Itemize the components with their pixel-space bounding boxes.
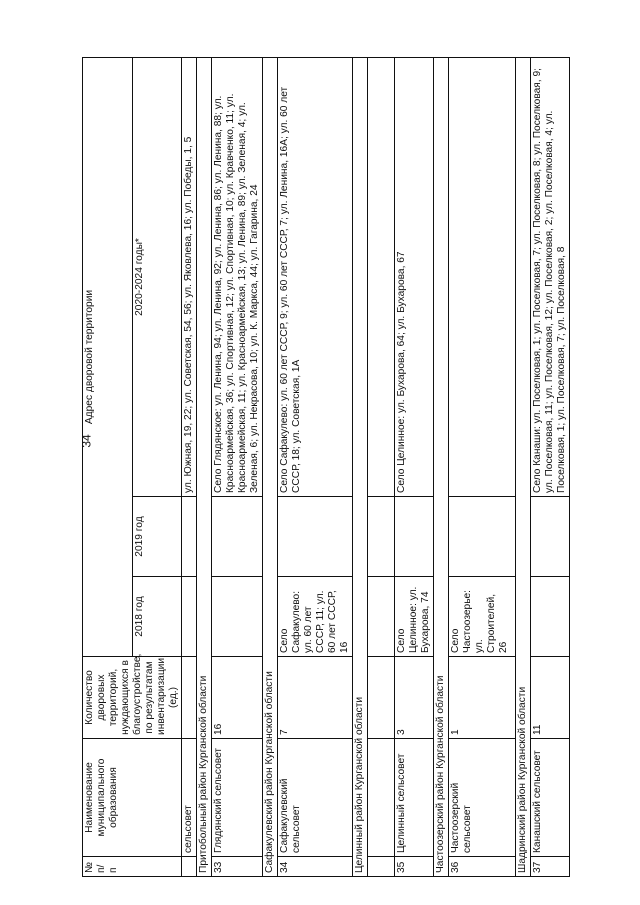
cell-name: сельсовет [182,739,197,857]
cell-2018 [182,577,197,657]
col-header-num: № п/п [83,857,182,877]
cell-2018: Село Целинное: ул. Бухарова, 74 [395,577,434,657]
cell-name: Глядянский сельсовет [212,739,263,857]
cell-num: 34 [278,857,353,877]
cell-count: 7 [278,657,353,739]
cell-num [182,857,197,877]
section-row [516,58,531,877]
table-row [449,58,516,877]
table-row [395,58,434,877]
cell-2019 [212,497,263,577]
cell-num: 36 [449,857,516,877]
cell-num: 37 [531,857,570,877]
section-title: Частоозерский район Курганской области [434,58,449,877]
col-header-address-group: Адрес дворовой территории [83,58,133,657]
col-header-2020: 2020-2024 годы* [132,58,182,497]
cell-count: 16 [212,657,263,739]
cell-2018 [212,577,263,657]
cell-num [368,857,395,877]
cell-count [182,657,197,739]
cell-2020: ул. Южная, 19, 22; ул. Советская, 54, 56; ул. Яковлева, 16; ул. Победы, 1, 5 [182,58,197,497]
section-row [353,58,368,877]
cell-name: Частоозерский сельсовет [449,739,516,857]
cell-2018 [368,577,395,657]
rotated-table-container [79,57,617,877]
cell-2020: Село Сафакулево: ул. 60 лет СССР, 9; ул. 60 лет СССР, 7; ул. Ленина, 16А; ул. 60 лет СССР, 18; ул. Советская, 1А [278,58,353,497]
table-row [278,58,353,877]
addresses-table [79,57,570,877]
cell-2019 [395,497,434,577]
section-row [434,58,449,877]
cell-name: Целинный сельсовет [395,739,434,857]
col-header-2018: 2018 год [132,577,182,657]
cell-count: 11 [531,657,570,739]
table-row [531,58,570,877]
cell-2020 [449,58,516,497]
cell-2020: Село Глядянское: ул. Ленина, 94; ул. Ленина, 92; ул. Ленина, 86; ул. Ленина, 88; ул. Красноармейская, 36; ул. Спортивная, 12; ул. Спортивная, 10; ул. Кравченко, 11; ул. Красноармейская, 11; ул. Красноармейская, 13; ул. Ленина, 89; ул. Зеленая, 4; ул. Зеленая, 6; ул. Некрасова, 10; ул. К. Маркса, 44; ул. Гагарина, 24 [212,58,263,497]
cell-2018: Село Частоозерье: ул. Строителей, 26 [449,577,516,657]
cell-name [368,739,395,857]
section-title: Притобольный район Курганской области [197,58,212,877]
cell-count: 1 [449,657,516,739]
empty-row [368,58,395,877]
cell-name: Сафакулевский сельсовет [278,739,353,857]
table-row [182,58,197,877]
col-header-2019: 2019 год [132,497,182,577]
cell-2020: Село Канаши: ул. Поселковая, 1; ул. Поселковая, 7; ул. Поселковая, 8; ул. Поселковая, 9; ул. Поселковая, 11; ул. Поселковая, 12; ул. Поселковая, 2; ул. Поселковая, 4; ул. Поселковая, 1; ул. Поселковая, 7; ул. Поселковая, 8 [531,58,570,497]
cell-2019 [278,497,353,577]
section-title: Шадринский район Курганской области [516,58,531,877]
cell-2019 [368,497,395,577]
cell-2020: Село Целинное: ул. Бухарова, 64; ул. Бухарова, 67 [395,58,434,497]
section-row [263,58,278,877]
col-header-name: Наименование муниципального образования [83,739,182,857]
cell-2018: Село Сафакулево: ул. 60 лет СССР, 11; ул. 60 лет СССР, 16 [278,577,353,657]
cell-2019 [449,497,516,577]
cell-count [368,657,395,739]
cell-name: Канашский сельсовет [531,739,570,857]
cell-num: 33 [212,857,263,877]
cell-count: 3 [395,657,434,739]
cell-2020 [368,58,395,497]
table-row [212,58,263,877]
section-title: Целинный район Курганской области [353,58,368,877]
section-row [197,58,212,877]
cell-2018 [531,577,570,657]
page-number: 34 [79,434,94,448]
cell-num: 35 [395,857,434,877]
cell-2019 [531,497,570,577]
cell-2019 [182,497,197,577]
header-row [83,58,133,877]
section-title: Сафакулевский район Курганской области [263,58,278,877]
col-header-count: Количество дворовых территорий, нуждающихся в благоустройстве, по результатам инвентаризации (ед.) [83,657,182,739]
